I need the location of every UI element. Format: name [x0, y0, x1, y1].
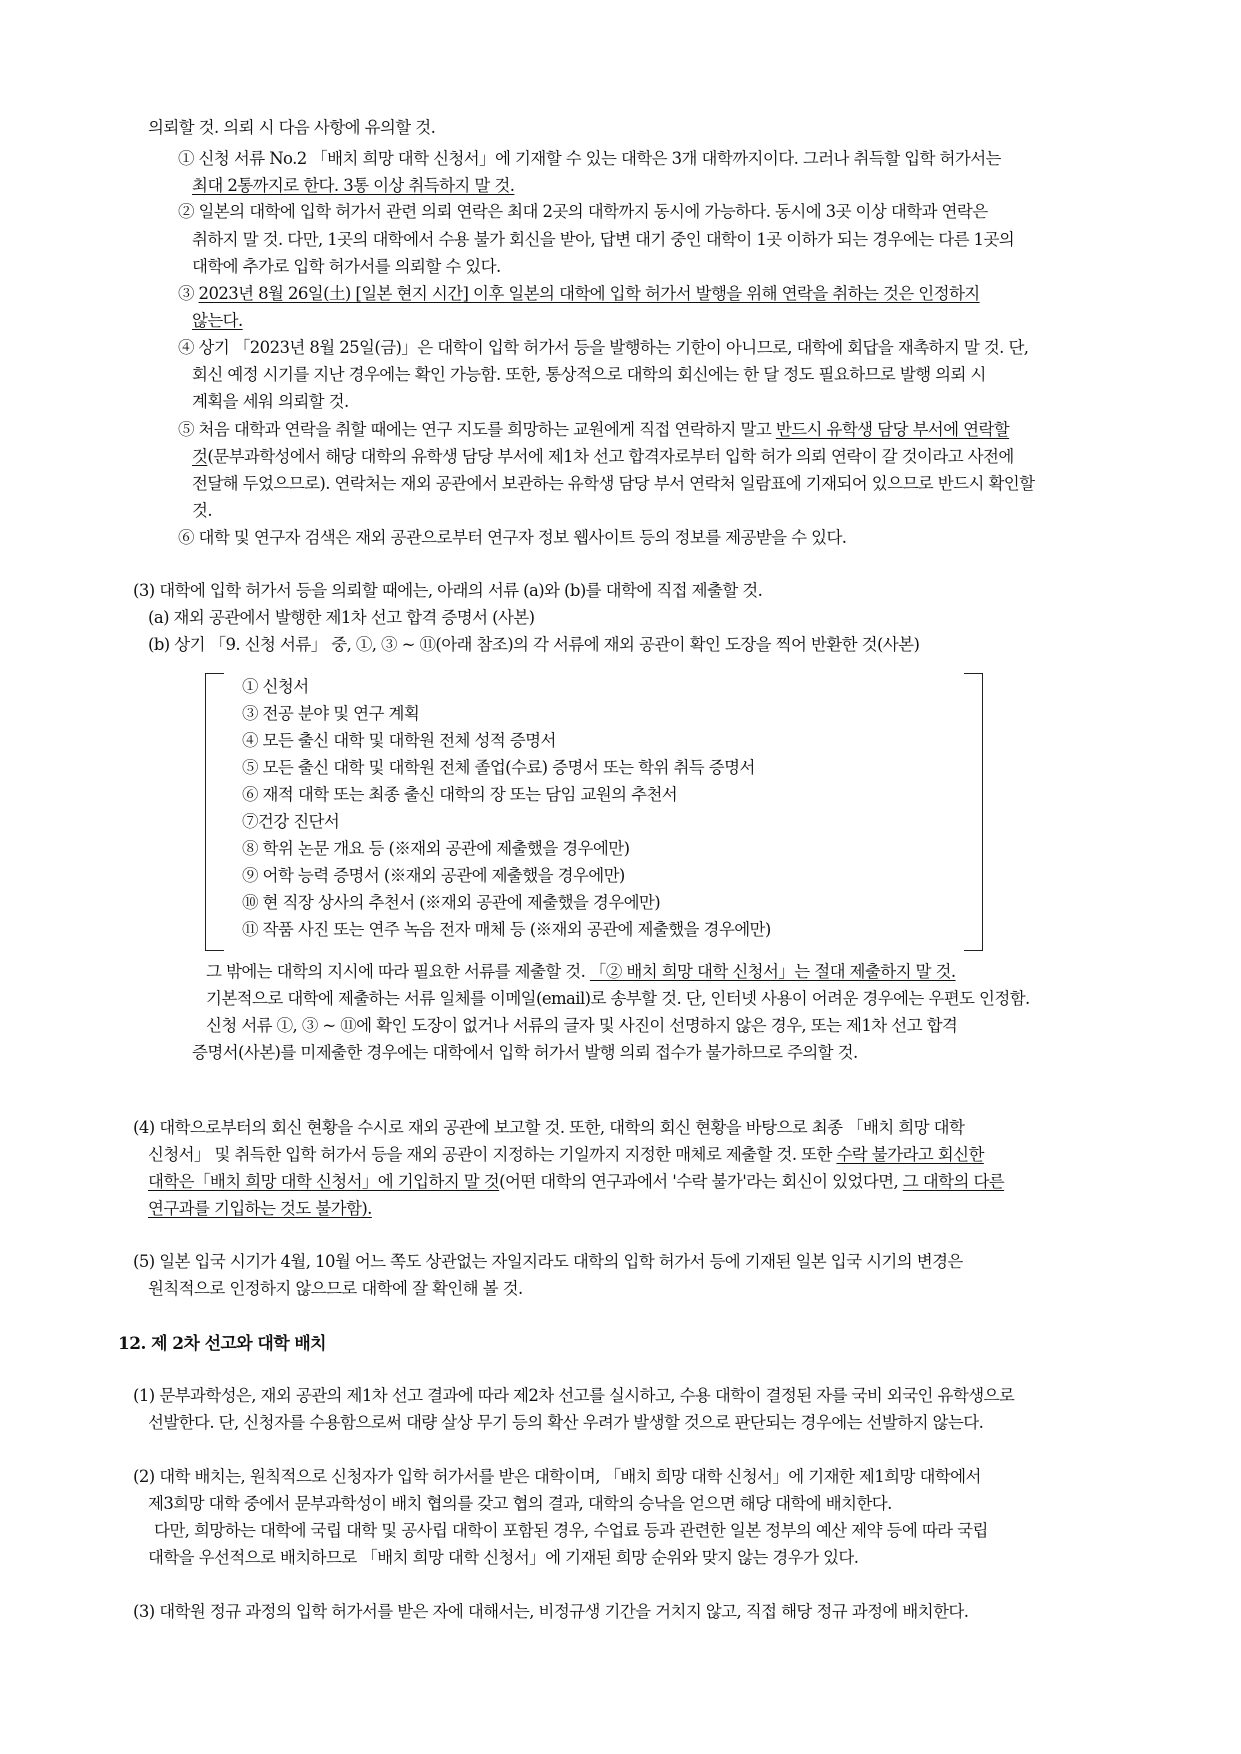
s12-item-3-line: (3) 대학원 정규 과정의 입학 허가서를 받은 자에 대해서는, 비정규생 기간을 거치지 않고, 직접 해당 정규 과정에 배치한다.: [133, 1602, 969, 1621]
box-item: ④ 모든 출신 대학 및 대학원 전체 성적 증명서: [242, 731, 556, 750]
box-bracket-right: [964, 673, 983, 951]
item-5-line-2: [192, 446, 1014, 468]
section-4-underlined-2: 대학은「배치 희망 대학 신청서」에 기입하지 말 것: [148, 1172, 500, 1191]
note-1-underlined: 「② 배치 희망 대학 신청서」는 절대 제출하지 말 것.: [589, 962, 956, 981]
s12-item-1-line-1: (1) 문부과학성은, 재외 공관의 제1차 선고 결과에 따라 제2차 선고를 실시하고, 수용 대학이 결정된 자를 국비 외국인 유학생으로: [133, 1386, 1015, 1405]
item-3-line-2: 않는다.: [192, 311, 243, 330]
box-item: ⑨ 어학 능력 증명서 (※재외 공관에 제출했을 경우에만): [242, 866, 625, 885]
section-4-line-4: 연구과를 기입하는 것도 불가함).: [148, 1199, 372, 1218]
s12-item-1-line-2: 선발한다. 단, 신청자를 수용함으로써 대량 살상 무기 등의 확산 우려가 발생할 것으로 판단되는 경우에는 선발하지 않는다.: [148, 1413, 984, 1432]
item-5-underlined-end: 것: [192, 447, 208, 466]
section-4-underlined: 수락 불가라고 회신한: [836, 1145, 984, 1164]
item-5-text: ⑤ 처음 대학과 연락을 취할 때에는 연구 지도를 희망하는 교원에게 직접 연락하지 말고: [178, 420, 776, 439]
item-1-line-1: ① 신청 서류 No.2 「배치 희망 대학 신청서」에 기재할 수 있는 대학은 3개 대학까지이다. 그러나 취득할 입학 허가서는: [178, 149, 1001, 168]
section-3-a: (a) 재외 공관에서 발행한 제1차 선고 합격 증명서 (사본): [148, 608, 535, 627]
box-item: ⑩ 현 직장 상사의 추천서 (※재외 공관에 제출했을 경우에만): [242, 893, 661, 912]
box-item: ⑥ 재적 대학 또는 최종 출신 대학의 장 또는 담임 교원의 추천서: [242, 785, 678, 804]
section-5-line-1: (5) 일본 입국 시기가 4월, 10월 어느 쪽도 상관없는 자일지라도 대학의 입학 허가서 등에 기재된 일본 입국 시기의 변경은: [133, 1252, 963, 1271]
item-3-marker: ③: [178, 284, 199, 303]
box-item: ⑧ 학위 논문 개요 등 (※재외 공관에 제출했을 경우에만): [242, 839, 630, 858]
section-3-note-1: [206, 961, 956, 983]
s12-item-2-line-2: 제3희망 대학 중에서 문부과학성이 배치 협의를 갖고 협의 결과, 대학의 승낙을 얻으면 해당 대학에 배치한다.: [148, 1494, 892, 1513]
intro-line: 의뢰할 것. 의뢰 시 다음 사항에 유의할 것.: [148, 118, 436, 137]
item-5-rest: (문부과학성에서 해당 대학의 유학생 담당 부서에 제1차 선고 합격자로부터 입학 허가 의뢰 연락이 갈 것이라고 사전에: [207, 447, 1014, 466]
section-4-underlined-3: 그 대학의 다른: [902, 1172, 1005, 1191]
section-4-line-1: (4) 대학으로부터의 회신 현황을 수시로 재외 공관에 보고할 것. 또한, 대학의 회신 현황을 바탕으로 최종 「배치 희망 대학: [133, 1118, 965, 1137]
box-item: ⑦건강 진단서: [242, 812, 340, 831]
item-5-line-1: [178, 419, 1009, 441]
item-3-underlined: 2023년 8월 26일(土) [일본 현지 시간] 이후 일본의 대학에 입학 허가서 발행을 위해 연락을 취하는 것은 인정하지: [198, 284, 980, 303]
item-3-line-1: [178, 283, 980, 305]
section-5-line-2: 원칙적으로 인정하지 않으므로 대학에 잘 확인해 볼 것.: [148, 1279, 523, 1298]
item-5-underlined: 반드시 유학생 담당 부서에 연락할: [775, 420, 1010, 439]
s12-item-2-line-3: 다만, 희망하는 대학에 국립 대학 및 공사립 대학이 포함된 경우, 수업료 등과 관련한 일본 정부의 예산 제약 등에 따라 국립: [154, 1521, 988, 1540]
box-bracket-left: [205, 673, 224, 951]
item-4-line-2: 회신 예정 시기를 지난 경우에는 확인 가능함. 또한, 통상적으로 대학의 회신에는 한 달 정도 필요하므로 발행 의뢰 시: [192, 365, 986, 384]
item-5-line-4: 것.: [192, 501, 212, 520]
section-4-middle: (어떤 대학의 연구과에서 '수락 불가'라는 회신이 있었다면,: [499, 1172, 903, 1191]
section-4-line-2: [148, 1144, 984, 1166]
item-1-line-2: 최대 2통까지로 한다. 3통 이상 취득하지 말 것.: [192, 176, 515, 195]
section-3-title: (3) 대학에 입학 허가서 등을 의뢰할 때에는, 아래의 서류 (a)와 (b)를 대학에 직접 제출할 것.: [133, 581, 763, 600]
box-item: ⑪ 작품 사진 또는 연주 녹음 전자 매체 등 (※재외 공관에 제출했을 경우에만): [242, 920, 771, 939]
box-item: ⑤ 모든 출신 대학 및 대학원 전체 졸업(수료) 증명서 또는 학위 취득 증명서: [242, 758, 755, 777]
s12-item-2-line-1: (2) 대학 배치는, 원칙적으로 신청자가 입학 허가서를 받은 대학이며, 「배치 희망 대학 신청서」에 기재한 제1희망 대학에서: [133, 1467, 981, 1486]
item-2-line-1: ② 일본의 대학에 입학 허가서 관련 의뢰 연락은 최대 2곳의 대학까지 동시에 가능하다. 동시에 3곳 이상 대학과 연락은: [178, 202, 988, 221]
item-5-line-3: 전달해 두었으므로). 연락처는 재외 공관에서 보관하는 유학생 담당 부서 연락처 일람표에 기재되어 있으므로 반드시 확인할: [192, 474, 1035, 493]
item-2-line-3: 대학에 추가로 입학 허가서를 의뢰할 수 있다.: [192, 257, 501, 276]
section-12-heading: 12. 제 2차 선고와 대학 배치: [118, 1334, 326, 1354]
box-item: ③ 전공 분야 및 연구 계획: [242, 704, 420, 723]
note-1-text: 그 밖에는 대학의 지시에 따라 필요한 서류를 제출할 것.: [206, 962, 590, 981]
section-3-note-4: 증명서(사본)를 미제출한 경우에는 대학에서 입학 허가서 발행 의뢰 접수가 불가하므로 주의할 것.: [192, 1043, 858, 1062]
s12-item-2-line-4: 대학을 우선적으로 배치하므로 「배치 희망 대학 신청서」에 기재된 희망 순위와 맞지 않는 경우가 있다.: [148, 1548, 859, 1567]
section-3-note-2: 기본적으로 대학에 제출하는 서류 일체를 이메일(email)로 송부할 것. 단, 인터넷 사용이 어려운 경우에는 우편도 인정함.: [206, 989, 1030, 1008]
item-4-line-1: ④ 상기 「2023년 8월 25일(금)」은 대학이 입학 허가서 등을 발행하는 기한이 아니므로, 대학에 회답을 재촉하지 말 것. 단,: [178, 338, 1029, 357]
section-3-note-3: 신청 서류 ①, ③ ~ ⑪에 확인 도장이 없거나 서류의 글자 및 사진이 선명하지 않은 경우, 또는 제1차 선고 합격: [206, 1016, 958, 1035]
item-2-line-2: 취하지 말 것. 다만, 1곳의 대학에서 수용 불가 회신을 받아, 답변 대기 중인 대학이 1곳 이하가 되는 경우에는 다른 1곳의: [192, 230, 1015, 249]
box-item: ① 신청서: [242, 677, 309, 696]
section-4-text: 신청서」 및 취득한 입학 허가서 등을 재외 공관이 지정하는 기일까지 지정한 매체로 제출할 것. 또한: [148, 1145, 837, 1164]
item-4-line-3: 계획을 세워 의뢰할 것.: [192, 392, 349, 411]
item-6-line: ⑥ 대학 및 연구자 검색은 재외 공관으로부터 연구자 정보 웹사이트 등의 정보를 제공받을 수 있다.: [178, 528, 847, 547]
section-3-b: (b) 상기 「9. 신청 서류」 중, ①, ③ ~ ⑪(아래 참조)의 각 서류에 재외 공관이 확인 도장을 찍어 반환한 것(사본): [148, 635, 920, 654]
section-4-line-3: [148, 1171, 1004, 1193]
